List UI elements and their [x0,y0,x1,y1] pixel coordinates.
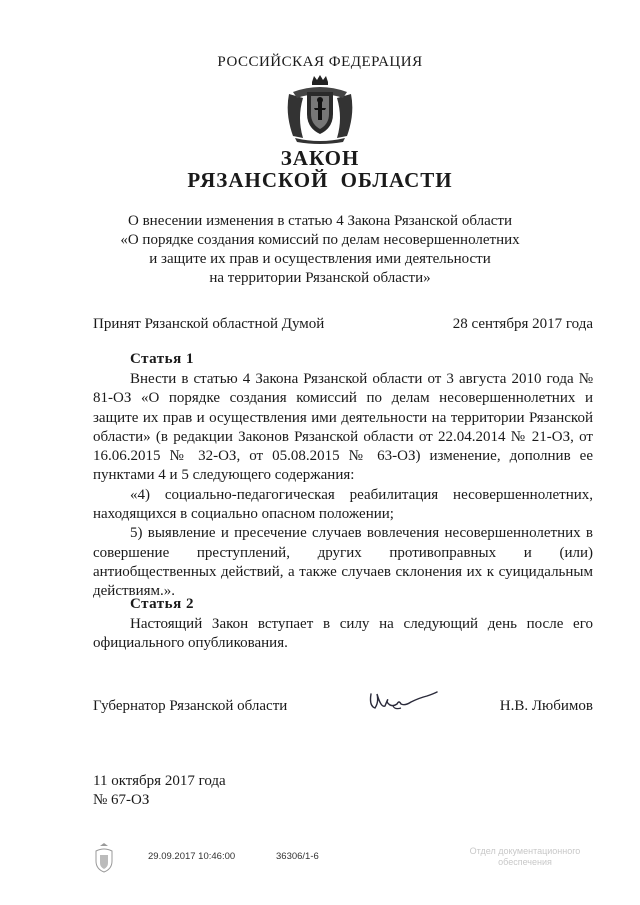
signer-position: Губернатор Рязанской области [93,698,288,714]
handwritten-signature [367,688,439,716]
small-emblem-icon [92,843,116,873]
article1-heading: Статья 1 [130,351,194,367]
law-title-line1: ЗАКОН [280,146,360,170]
adoption-date: 28 сентября 2017 года [452,316,593,332]
article2-paragraph: Настоящий Закон вступает в силу на следующий день после его официального опубликования. [93,616,593,652]
stamp-line: обеспечения [498,857,552,867]
adoption-line [93,316,593,333]
article1-body [93,370,593,602]
article2-heading: Статья 2 [130,596,194,612]
stamp-line: Отдел документационного [469,846,581,856]
subject-line: и защите их прав и осуществления ими деятельности [149,251,491,267]
article2-body [93,615,593,654]
law-number: № 67-ОЗ [93,792,150,808]
subject-line: О внесении изменения в статью 4 Закона Рязанской области [128,213,512,229]
article1-paragraph: Внести в статью 4 Закона Рязанской области от 3 августа 2010 года № 81-ОЗ «О порядке создания комиссий по делам несовершеннолетних и защите их прав и осуществления ими деятельности на территории Рязанской области» (в редакции Законов Рязанской области от 22.04.2014 № 21-ОЗ, от 16.06.2015 № 32-ОЗ, от 05.08.2015 № 63-ОЗ) изменение, дополнив ее пунктами 4 и 5 следующего содержания: [93,371,593,484]
subject-line: «О порядке создания комиссий по делам несовершеннолетних [120,232,520,248]
federation-header: РОССИЙСКАЯ ФЕДЕРАЦИЯ [217,54,423,70]
subject-line: на территории Рязанской области» [209,270,431,286]
signer-name: Н.В. Любимов [499,698,593,714]
faded-stamp [450,846,600,868]
article1-paragraph: «4) социально-педагогическая реабилитация несовершеннолетних, находящихся в социально опасном положении; [93,486,593,523]
law-title-line2: РЯЗАНСКОЙ ОБЛАСТИ [187,168,453,192]
article1-paragraph: 5) выявление и пресечение случаев вовлечения несовершеннолетних в совершение преступлений, других противоправных и (или) антиобщественных действий, а также случаев склонения их к суицидальным действиям.». [93,525,593,600]
footer-reg-number: 36306/1-6 [276,851,319,862]
law-subject [0,212,640,288]
signature-block [93,698,593,715]
adopting-body: Принят Рязанской областной Думой [93,316,325,332]
signing-info [93,772,226,810]
coat-of-arms-icon [283,74,357,144]
footer-timestamp: 29.09.2017 10:46:00 [148,851,236,862]
signing-date: 11 октября 2017 года [93,773,226,789]
